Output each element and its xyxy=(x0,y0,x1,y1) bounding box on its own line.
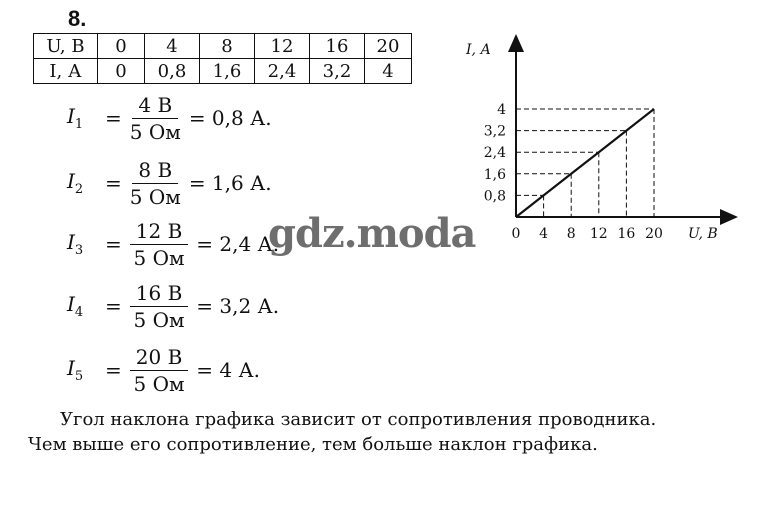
numerator: 4 В xyxy=(132,92,178,119)
formula-result: = 2,4 А. xyxy=(196,232,280,256)
numerator: 12 В xyxy=(130,218,189,245)
formula-result: = 3,2 А. xyxy=(196,294,280,318)
y-tick-label: 2,4 xyxy=(483,145,506,162)
x-tick-label: 20 xyxy=(645,226,663,242)
table-cell: 0 xyxy=(98,34,145,59)
formula-result: = 0,8 А. xyxy=(188,106,272,130)
table-cell: 12 xyxy=(255,34,310,59)
table-row-voltage xyxy=(34,34,412,59)
denominator: 5 Ом xyxy=(133,245,185,270)
y-axis-label: I, А xyxy=(466,42,492,58)
voltage-header: U, В xyxy=(34,34,98,59)
formula-5 xyxy=(67,340,260,400)
table-cell: 16 xyxy=(310,34,365,59)
numerator: 8 В xyxy=(132,157,178,184)
fraction xyxy=(130,157,181,210)
watermark: gdz.moda xyxy=(268,210,476,257)
fraction xyxy=(130,344,189,397)
x-axis-label: U, В xyxy=(688,226,718,242)
table-cell: 4 xyxy=(145,34,200,59)
y-tick-label: 0,8 xyxy=(483,188,506,205)
formula-lhs: $I_3$ xyxy=(67,230,84,258)
formula-lhs: $I_4$ xyxy=(67,292,84,320)
formula-lhs: $I_1$ xyxy=(67,104,84,132)
task-number: 8. xyxy=(68,6,87,31)
fraction xyxy=(130,280,189,333)
series-line xyxy=(516,109,654,217)
formula-lhs: $I_2$ xyxy=(67,169,84,197)
y-tick-label: 1,6 xyxy=(483,166,506,183)
table-row-current xyxy=(34,59,412,84)
conclusion-line-2: Чем выше его сопротивление, тем больше наклон графика. xyxy=(28,434,598,455)
current-voltage-chart xyxy=(440,30,750,255)
denominator: 5 Ом xyxy=(133,371,185,396)
table-cell: 0 xyxy=(98,59,145,84)
formula-result: = 4 А. xyxy=(196,358,260,382)
x-tick-label: 8 xyxy=(566,226,576,242)
denominator: 5 Ом xyxy=(129,119,181,144)
fraction xyxy=(130,92,181,145)
formula-result: = 1,6 А. xyxy=(188,171,272,195)
x-tick-label: 16 xyxy=(617,226,636,242)
formula-3 xyxy=(67,214,279,274)
x-tick-label: 0 xyxy=(511,226,521,242)
formula-2 xyxy=(67,153,272,213)
x-tick-label: 12 xyxy=(589,226,608,242)
y-tick-label: 4 xyxy=(497,102,506,118)
table-cell: 3,2 xyxy=(310,59,365,84)
table-cell: 2,4 xyxy=(255,59,310,84)
y-tick-label: 3,2 xyxy=(483,123,506,140)
denominator: 5 Ом xyxy=(133,307,185,332)
formula-4 xyxy=(67,276,279,336)
numerator: 16 В xyxy=(130,280,189,307)
conclusion-line-1: Угол наклона графика зависит от сопротивления проводника. xyxy=(60,409,657,430)
formula-lhs: $I_5$ xyxy=(67,356,84,384)
table-cell: 4 xyxy=(365,59,412,84)
table-cell: 20 xyxy=(365,34,412,59)
numerator: 20 В xyxy=(130,344,189,371)
equals-sign: = xyxy=(105,106,122,130)
current-header: I, А xyxy=(34,59,98,84)
equals-sign: = xyxy=(105,358,122,382)
table-cell: 0,8 xyxy=(145,59,200,84)
x-tick-label: 4 xyxy=(539,226,549,242)
fraction xyxy=(130,218,189,271)
denominator: 5 Ом xyxy=(129,184,181,209)
equals-sign: = xyxy=(105,232,122,256)
equals-sign: = xyxy=(105,171,122,195)
table-cell: 8 xyxy=(200,34,255,59)
equals-sign: = xyxy=(105,294,122,318)
table-cell: 1,6 xyxy=(200,59,255,84)
formula-1 xyxy=(67,88,272,148)
data-table xyxy=(33,33,412,84)
